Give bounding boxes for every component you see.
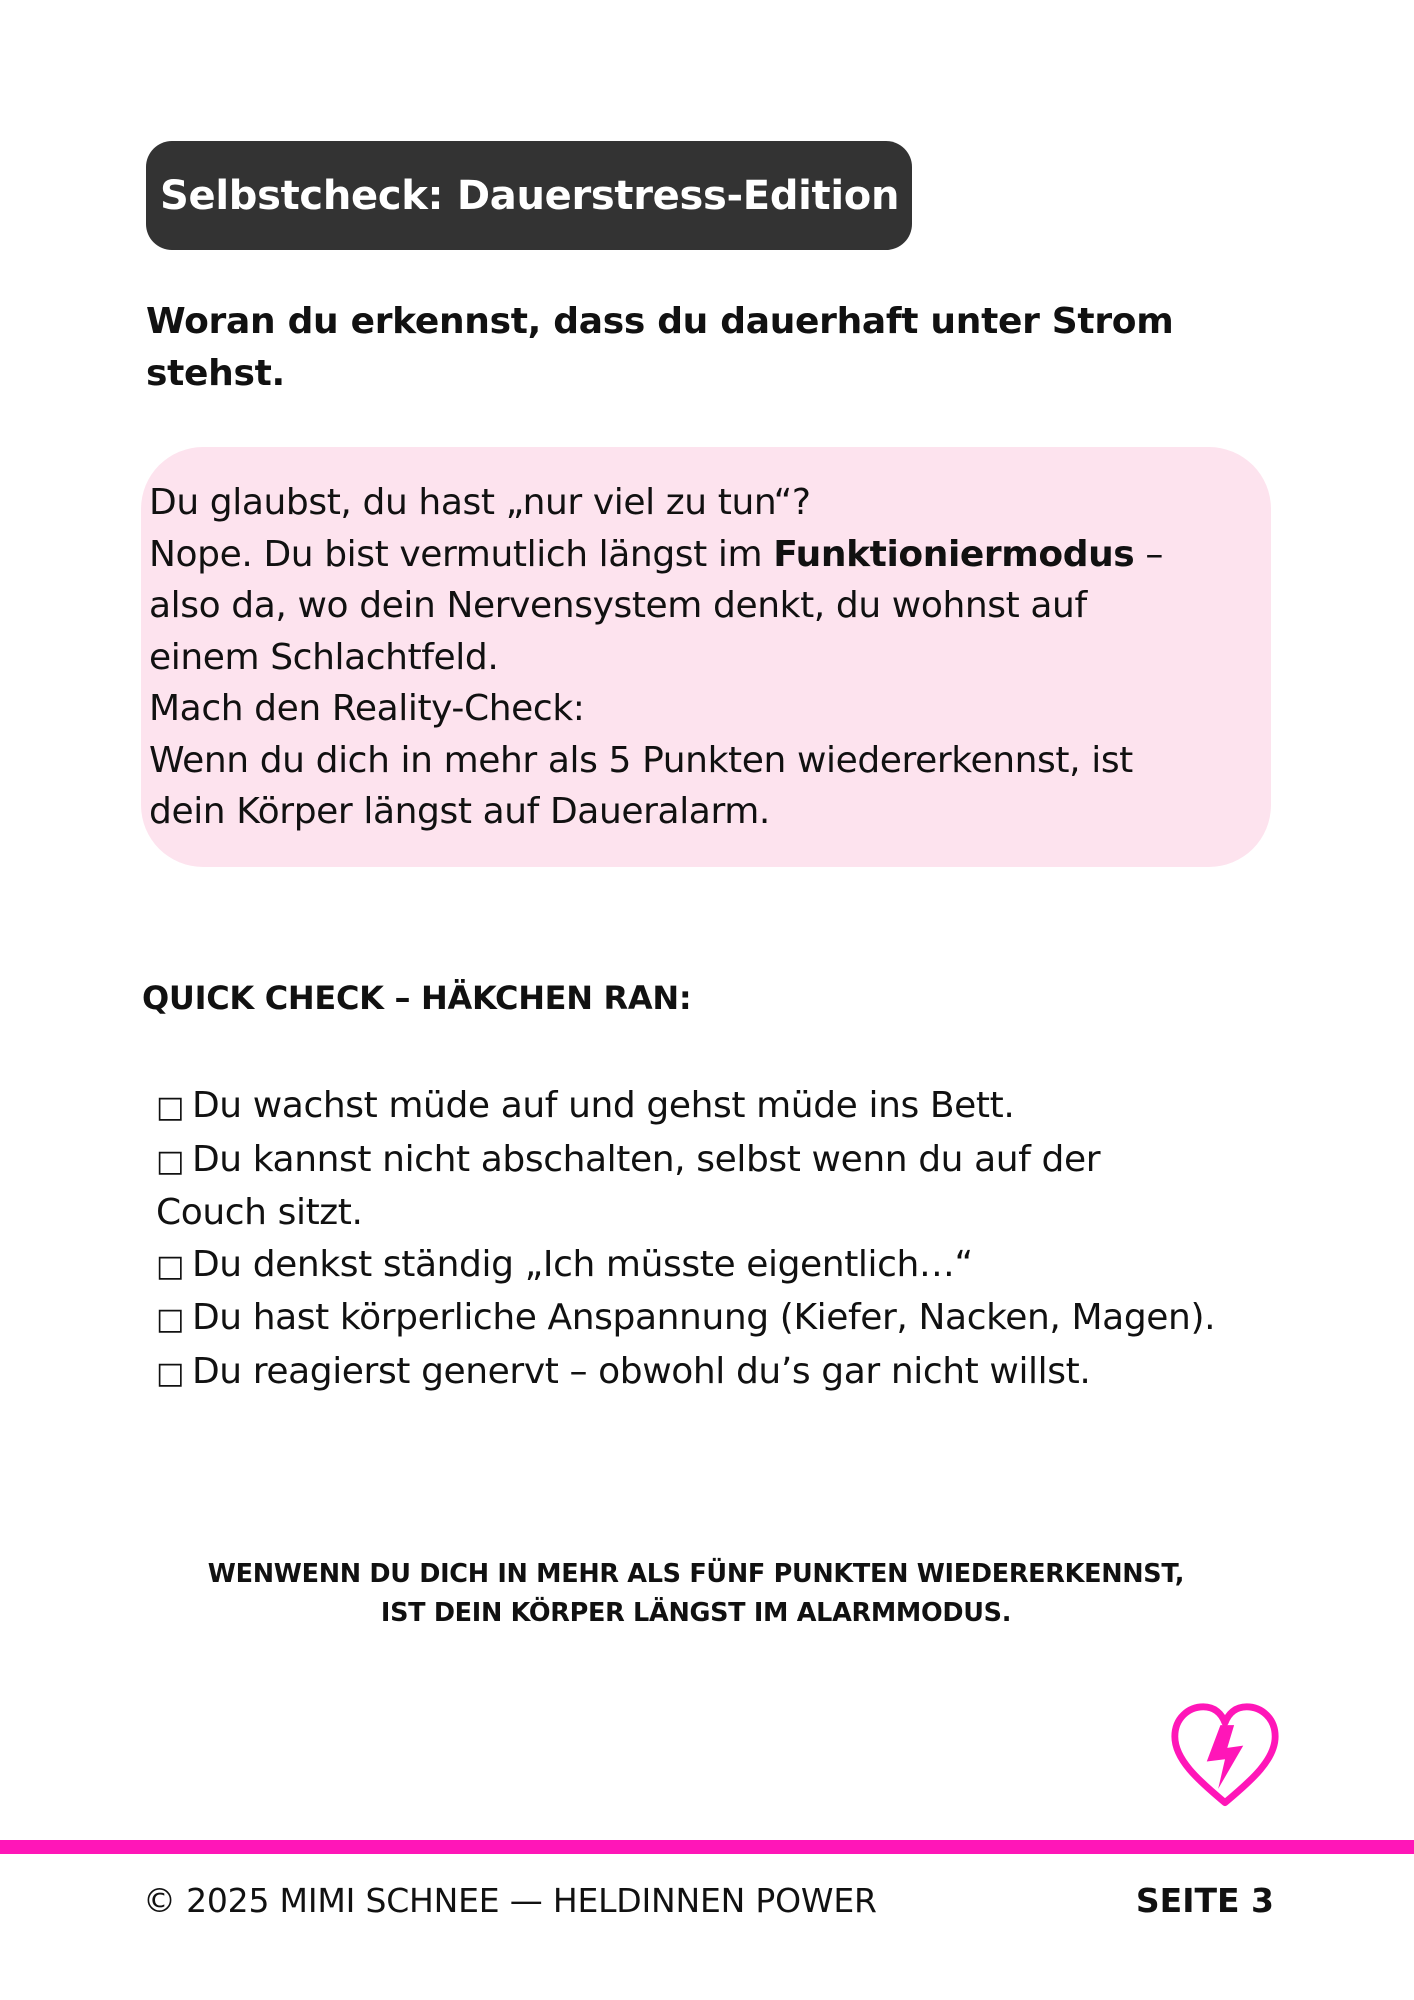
heart-lightning-icon xyxy=(1168,1700,1282,1814)
intro-line-1: Du glaubst, du hast „nur viel zu tun“? xyxy=(149,482,811,523)
subtitle-line-1: Woran du erkennst, dass du dauerhaft unter Strom xyxy=(146,301,1174,342)
checklist-item[interactable] xyxy=(156,1080,1296,1134)
intro-line-7: dein Körper längst auf Daueralarm. xyxy=(149,791,770,832)
checklist-item[interactable] xyxy=(156,1292,1296,1346)
title-badge xyxy=(146,141,912,250)
intro-line-2-text: Nope. Du bist vermutlich längst im xyxy=(149,533,774,575)
checklist-item[interactable] xyxy=(156,1134,1196,1239)
intro-emphasis: Funktioniermodus xyxy=(773,533,1135,575)
checkbox-icon[interactable]: □ xyxy=(156,1143,184,1179)
checkbox-icon[interactable]: □ xyxy=(156,1090,184,1125)
intro-line-2-dash: – xyxy=(1134,533,1163,575)
intro-line-4: einem Schlachtfeld. xyxy=(149,636,499,678)
checklist-item-label: Du kannst nicht abschalten, selbst wenn du auf der Couch sitzt. xyxy=(156,1138,1101,1233)
footer-divider xyxy=(0,1840,1414,1854)
intro-line-5: Mach den Reality-Check: xyxy=(149,688,585,729)
checkbox-icon[interactable]: □ xyxy=(156,1302,184,1337)
page-title: Selbstcheck: Dauerstress-Edition xyxy=(160,172,900,219)
checkbox-icon[interactable]: □ xyxy=(156,1355,184,1391)
quick-check-heading: QUICK CHECK – HÄKCHEN RAN: xyxy=(142,979,692,1017)
checklist-item-label: Du reagierst genervt – obwohl du’s gar nicht willst. xyxy=(191,1350,1091,1392)
subtitle xyxy=(146,296,1186,400)
intro-line-6: Wenn du dich in mehr als 5 Punkten wiedererkennst, ist xyxy=(149,739,1133,781)
checklist-item[interactable] xyxy=(156,1239,1296,1293)
checklist-item-label: Du wachst müde auf und gehst müde ins Bett. xyxy=(191,1085,1015,1126)
closing-line-2: IST DEIN KÖRPER LÄNGST IM ALARMMODUS. xyxy=(380,1598,1012,1628)
checklist-item-label: Du hast körperliche Anspannung (Kiefer, Nacken, Magen). xyxy=(191,1297,1216,1338)
checklist-item-label: Du denkst ständig „Ich müsste eigentlich…“ xyxy=(191,1243,973,1285)
checklist-item[interactable] xyxy=(156,1346,1296,1400)
page-number: SEITE 3 xyxy=(1135,1881,1274,1920)
closing-line-1: WENWENN DU DICH IN MEHR ALS FÜNF PUNKTEN WIEDERERKENNST, xyxy=(207,1559,1185,1589)
checkbox-icon[interactable]: □ xyxy=(156,1248,184,1284)
subtitle-line-2: stehst. xyxy=(146,353,285,394)
closing-statement xyxy=(146,1555,1246,1633)
footer-copyright: © 2025 MIMI SCHNEE — HELDINNEN POWER xyxy=(143,1881,877,1920)
intro-line-2 xyxy=(149,529,1271,581)
intro-line-3: also da, wo dein Nervensystem denkt, du wohnst auf xyxy=(149,585,1087,626)
intro-box xyxy=(141,447,1271,867)
checklist xyxy=(156,1080,1296,1399)
